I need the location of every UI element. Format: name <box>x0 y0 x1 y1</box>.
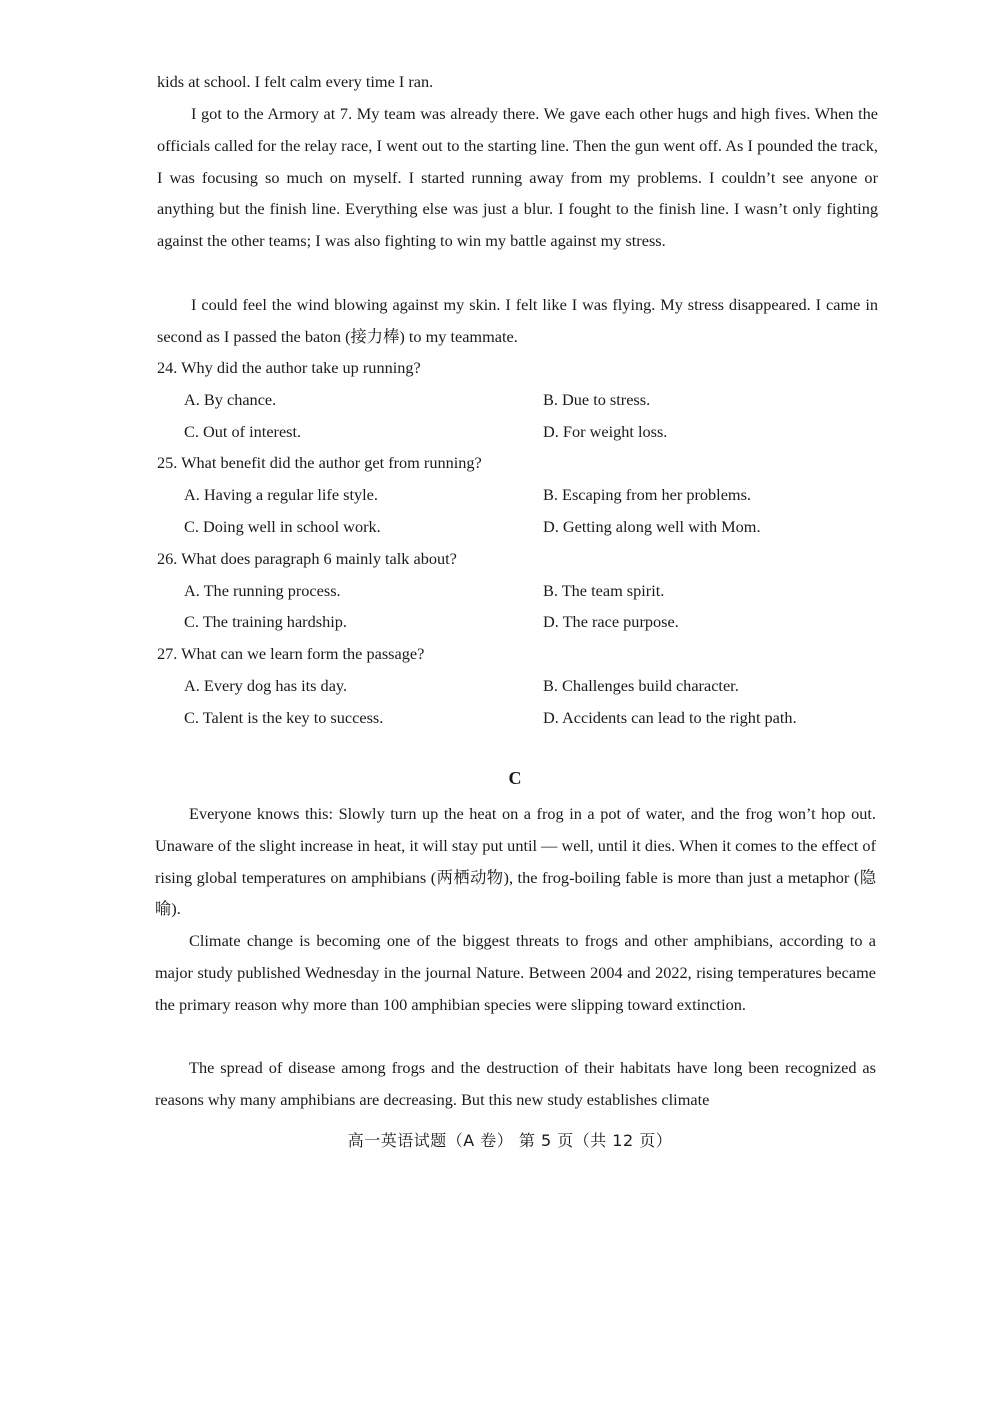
question-25-option-a: A. Having a regular life style. <box>184 485 378 504</box>
passage-b-paragraph-wind: I could feel the wind blowing against my skin. I felt like I was flying. My stress disappeared. I came in second as I passed the baton (接力棒) to my teammate. <box>157 295 878 346</box>
page-footer: 高一英语试题（A 卷） 第 5 页（共 12 页） <box>347 1131 673 1150</box>
question-25-option-c: C. Doing well in school work. <box>184 517 381 536</box>
question-26-option-a: A. The running process. <box>184 581 341 600</box>
question-27-option-d: D. Accidents can lead to the right path. <box>543 708 797 727</box>
question-26-stem: 26. What does paragraph 6 mainly talk about? <box>157 549 457 568</box>
question-24-stem: 24. Why did the author take up running? <box>157 358 421 377</box>
passage-b-paragraph-armory: I got to the Armory at 7. My team was already there. We gave each other hugs and high fives. When the officials called for the relay race, I went out to the starting line. Then the gun went off. As I pounded the track, I was focusing so much on myself. I started running away from my problems. I couldn’t see anyone or anything but the finish line. Everything else was just a blur. I fought to the finish line. I wasn’t only fighting against the other teams; I was also fighting to win my battle against my stress. <box>157 104 878 251</box>
question-24-option-b: B. Due to stress. <box>543 390 651 409</box>
passage-c-paragraph-1: Everyone knows this: Slowly turn up the heat on a frog in a pot of water, and the frog won’t hop out. Unaware of the slight increase in heat, it will stay put until — well, until it dies. When it comes to the effect of rising global temperatures on amphibians (两栖动物), the frog-boiling fable is more than just a metaphor (隐喻). <box>155 804 876 919</box>
question-25-option-b: B. Escaping from her problems. <box>543 485 751 504</box>
question-25-option-d: D. Getting along well with Mom. <box>543 517 761 536</box>
question-27-option-c: C. Talent is the key to success. <box>184 708 384 727</box>
question-24-option-d: D. For weight loss. <box>543 422 668 441</box>
question-26-option-b: B. The team spirit. <box>543 581 665 600</box>
passage-c-paragraph-3: The spread of disease among frogs and the destruction of their habitats have long been recognized as reasons why many amphibians are decreasing. But this new study establishes climate <box>155 1058 876 1109</box>
question-24-option-c: C. Out of interest. <box>184 422 302 441</box>
question-27-stem: 27. What can we learn form the passage? <box>157 644 425 663</box>
question-25-stem: 25. What benefit did the author get from running? <box>157 453 482 472</box>
question-27-option-a: A. Every dog has its day. <box>184 676 348 695</box>
passage-c-heading: C <box>508 768 522 788</box>
passage-b-paragraph-continued: kids at school. I felt calm every time I ran. <box>157 72 434 91</box>
question-24-option-a: A. By chance. <box>184 390 277 409</box>
question-26-option-d: D. The race purpose. <box>543 612 679 631</box>
question-27-option-b: B. Challenges build character. <box>543 676 739 695</box>
passage-c-paragraph-2: Climate change is becoming one of the biggest threats to frogs and other amphibians, according to a major study published Wednesday in the journal Nature. Between 2004 and 2022, rising temperatures became the primary reason why more than 100 amphibian species were slipping toward extinction. <box>155 931 876 1014</box>
question-26-option-c: C. The training hardship. <box>184 612 347 631</box>
